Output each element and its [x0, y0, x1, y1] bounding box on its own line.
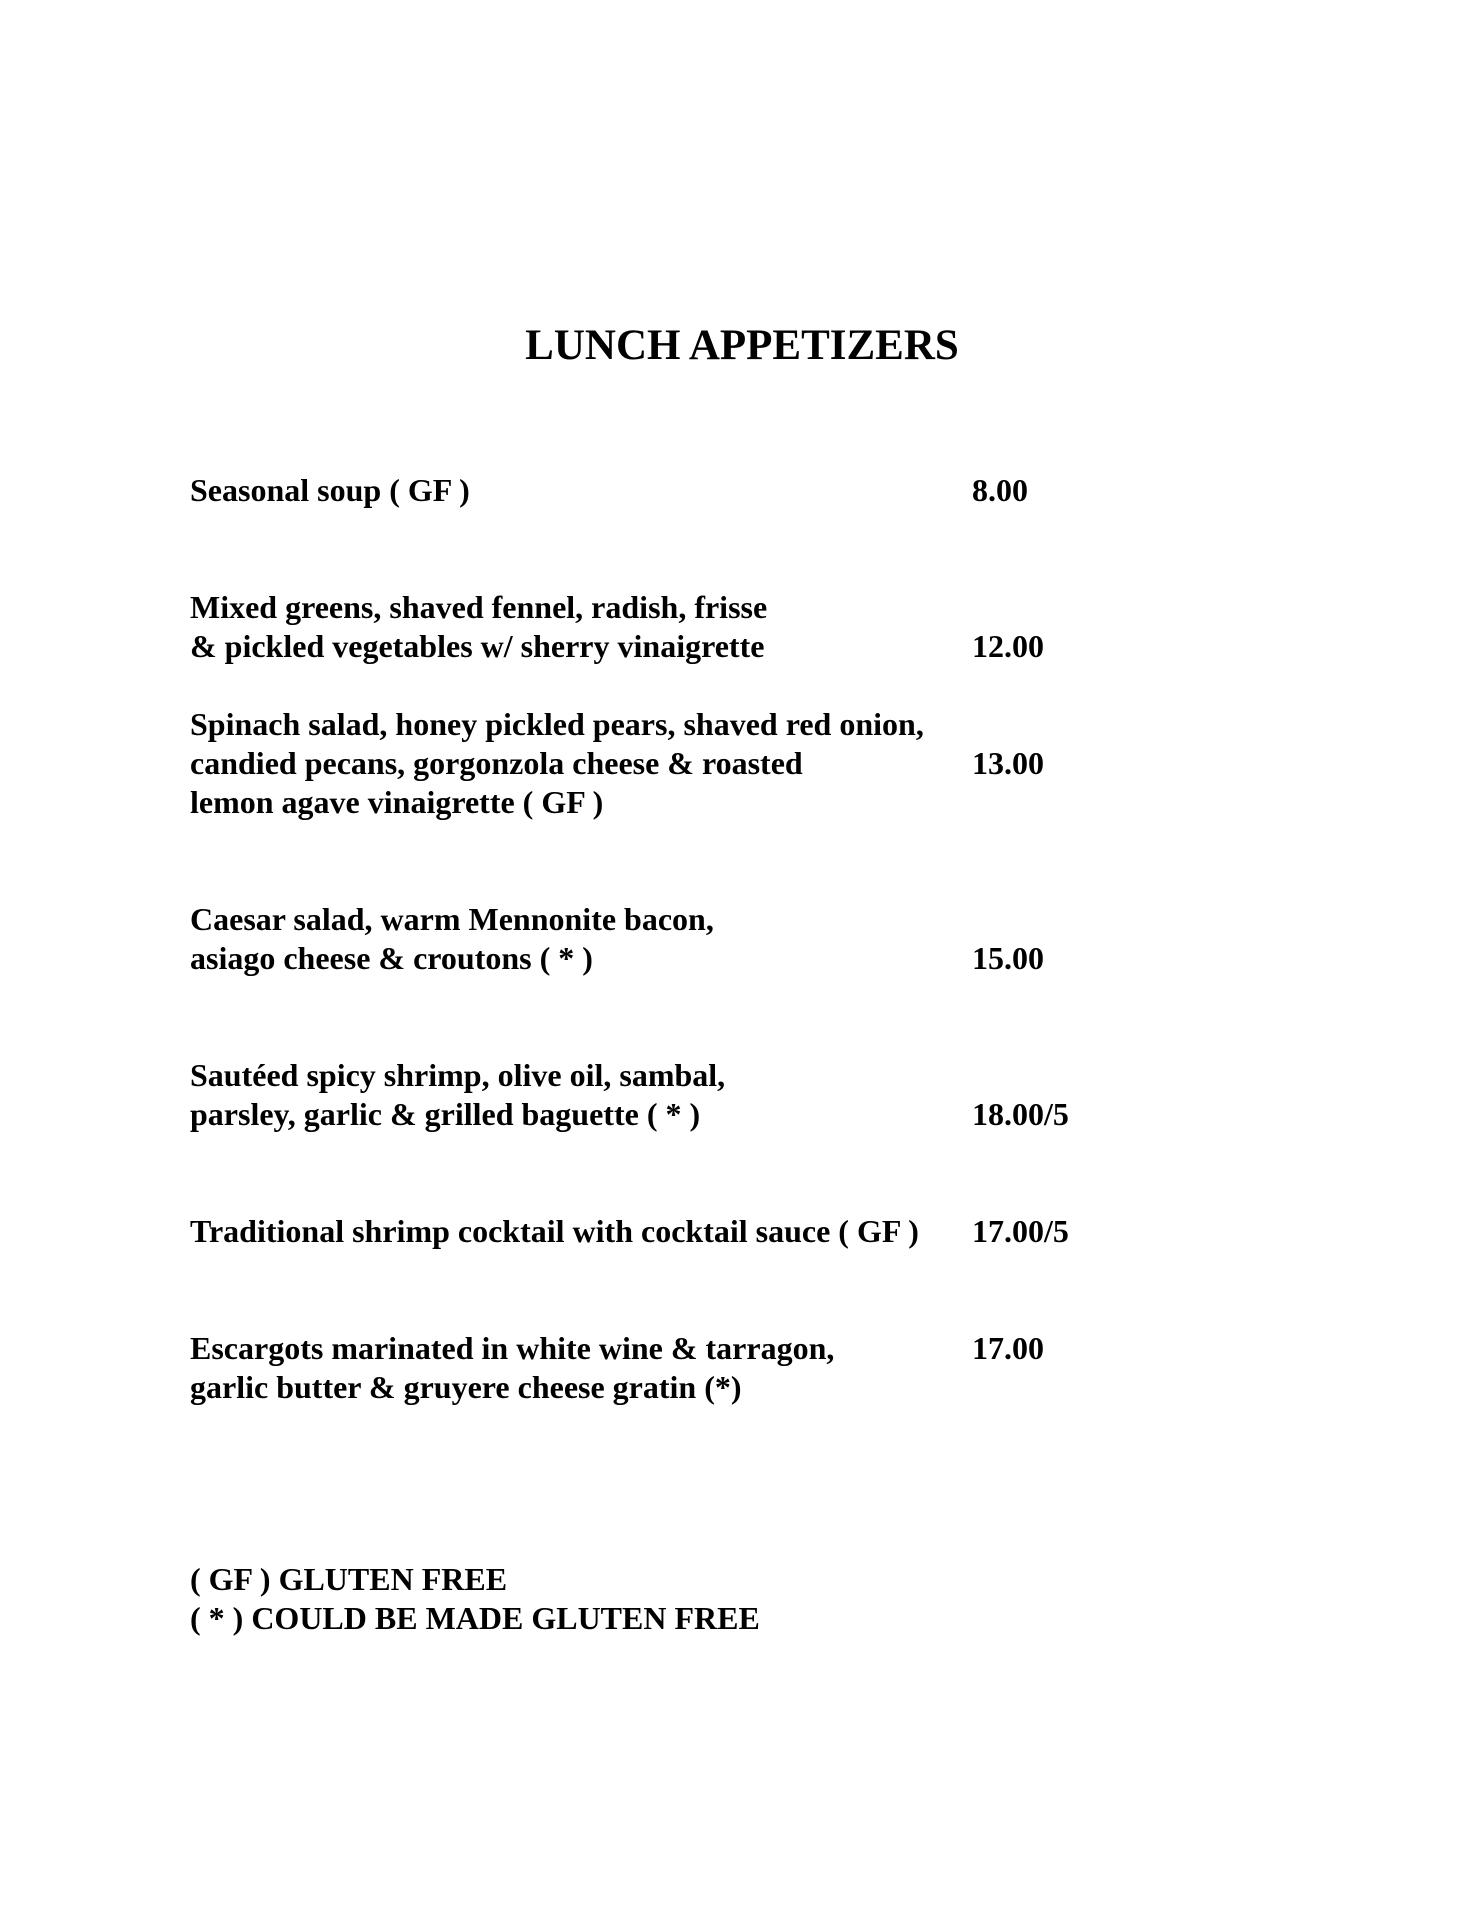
item-description — [190, 1056, 970, 1134]
item-description — [190, 900, 970, 978]
menu-title: LUNCH APPETIZERS — [525, 322, 959, 369]
item-description-line: parsley, garlic & grilled baguette ( * ) — [190, 1096, 701, 1132]
item-description — [190, 588, 970, 666]
item-price: 17.00/5 — [972, 1213, 1069, 1249]
item-description-line: Traditional shrimp cocktail with cocktail sauce ( GF ) — [190, 1213, 919, 1249]
item-description — [190, 1212, 970, 1251]
item-description-line: Spinach salad, honey pickled pears, shaved red onion, — [190, 706, 924, 742]
item-description-line: Sautéed spicy shrimp, olive oil, sambal, — [190, 1057, 726, 1093]
item-description-line: candied pecans, gorgonzola cheese & roasted — [190, 745, 803, 781]
item-description — [190, 705, 970, 822]
legend-line-could-be-gluten-free: ( * ) COULD BE MADE GLUTEN FREE — [190, 1600, 760, 1636]
item-description-line: Mixed greens, shaved fennel, radish, frisse — [190, 589, 768, 625]
item-description-line: & pickled vegetables w/ sherry vinaigrette — [190, 628, 765, 664]
legend-line-gluten-free: ( GF ) GLUTEN FREE — [190, 1561, 508, 1597]
item-price: 13.00 — [972, 745, 1044, 781]
gluten-free-legend — [190, 1560, 760, 1638]
item-description-line: asiago cheese & croutons ( * ) — [190, 940, 593, 976]
item-description-line: lemon agave vinaigrette ( GF ) — [190, 784, 604, 820]
item-price: 18.00/5 — [972, 1096, 1069, 1132]
item-price: 12.00 — [972, 628, 1044, 664]
item-description — [190, 1329, 970, 1407]
item-description — [190, 471, 970, 510]
item-description-line: Escargots marinated in white wine & tarragon, — [190, 1330, 835, 1366]
item-price: 15.00 — [972, 940, 1044, 976]
item-description-line: Caesar salad, warm Mennonite bacon, — [190, 901, 714, 937]
item-price: 8.00 — [972, 472, 1028, 508]
item-description-line: Seasonal soup ( GF ) — [190, 472, 470, 508]
item-price: 17.00 — [972, 1330, 1044, 1366]
item-description-line: garlic butter & gruyere cheese gratin (*) — [190, 1369, 742, 1405]
